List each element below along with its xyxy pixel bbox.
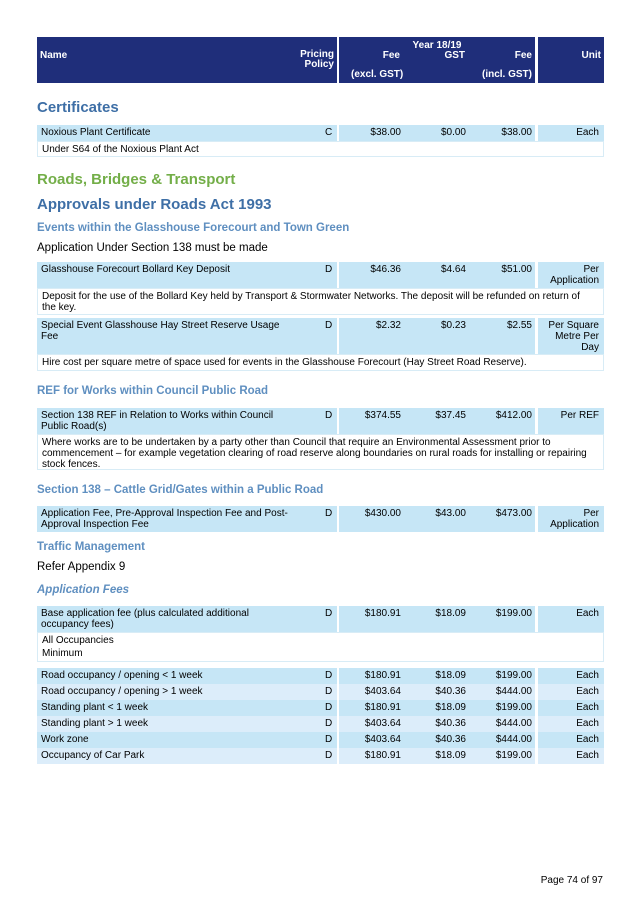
row-fee: $180.91 (364, 750, 401, 761)
table-row (37, 125, 604, 141)
row-unit: Each (576, 686, 599, 697)
row-total: $2.55 (506, 320, 532, 331)
row-policy: D (325, 320, 333, 331)
row-unit: Each (576, 127, 599, 138)
note-text: All Occupancies (42, 635, 114, 646)
subsection-title-approvals: Approvals under Roads Act 1993 (37, 196, 272, 213)
row-name: Road occupancy / opening < 1 week (41, 670, 203, 681)
group-title-application-fees: Application Fees (37, 584, 130, 596)
row-total: $51.00 (501, 264, 532, 275)
row-unit: Each (576, 702, 599, 713)
events-note: Application Under Section 138 must be made (37, 242, 268, 254)
row-unit: Per Square Metre Per Day (548, 320, 599, 353)
row-gst: $43.00 (435, 508, 466, 519)
header-incl-gst: (incl. GST) (482, 69, 532, 80)
note-text: Deposit for the use of the Bollard Key held by Transport & Stormwater Networks. The deposit will be refunded on return of the key. (42, 291, 580, 313)
table-row (37, 408, 604, 434)
row-total: $199.00 (495, 670, 532, 681)
header-name: Name (40, 50, 68, 61)
table-row (37, 748, 604, 764)
row-total: $199.00 (495, 702, 532, 713)
row-unit: Each (576, 670, 599, 681)
row-fee: $403.64 (364, 686, 401, 697)
row-gst: $4.64 (440, 264, 466, 275)
header-unit: Unit (581, 50, 601, 61)
row-unit: Each (576, 718, 599, 729)
table-row (37, 732, 604, 748)
row-unit: Each (576, 734, 599, 745)
group-title-traffic: Traffic Management (37, 541, 145, 553)
row-fee: $180.91 (364, 702, 401, 713)
group-title-cattle: Section 138 – Cattle Grid/Gates within a Public Road (37, 484, 324, 496)
header-gst: GST (444, 50, 465, 61)
row-fee: $180.91 (364, 608, 401, 619)
row-policy: D (325, 608, 333, 619)
row-name: Special Event Glasshouse Hay Street Reserve Usage Fee (41, 320, 280, 342)
row-policy: D (325, 508, 333, 519)
note-text: Hire cost per square metre of space used for events in the Glasshouse Forecourt (Hay Street Road Reserve). (42, 357, 527, 368)
row-policy: D (325, 264, 333, 275)
row-name: Application Fee, Pre-Approval Inspection Fee and Post-Approval Inspection Fee (41, 508, 288, 530)
note-text: Under S64 of the Noxious Plant Act (42, 144, 199, 155)
header-fee-incl: Fee (514, 50, 532, 61)
row-fee: $2.32 (375, 320, 401, 331)
row-note (37, 288, 604, 315)
row-unit: Per Application (550, 508, 599, 530)
row-fee: $430.00 (364, 508, 401, 519)
table-header (37, 37, 604, 83)
row-fee: $180.91 (364, 670, 401, 681)
row-gst: $40.36 (435, 734, 466, 745)
row-total: $199.00 (495, 750, 532, 761)
note-text: Where works are to be undertaken by a party other than Council that require an Environmental Assessment prior to commencement – for example vegetation clearing of road reserve along boundaries on rural roads for installing or repairing stock fences. (42, 437, 587, 470)
row-note (37, 354, 604, 371)
header-fee: Fee (382, 50, 400, 61)
row-note (37, 141, 604, 157)
table-row (37, 506, 604, 532)
row-note (37, 434, 604, 470)
header-name-cell (37, 37, 337, 83)
row-gst: $18.09 (435, 750, 466, 761)
row-gst: $0.23 (440, 320, 466, 331)
row-unit: Per Application (550, 264, 599, 286)
row-name: Noxious Plant Certificate (41, 127, 151, 138)
row-unit: Each (576, 750, 599, 761)
row-policy: D (325, 750, 333, 761)
group-title-ref: REF for Works within Council Public Road (37, 385, 269, 397)
row-gst: $37.45 (435, 410, 466, 421)
row-gst: $18.09 (435, 608, 466, 619)
header-year: Year 18/19 (412, 40, 462, 51)
row-gst: $18.09 (435, 702, 466, 713)
table-row (37, 606, 604, 632)
row-name: Standing plant < 1 week (41, 702, 149, 713)
row-unit: Per REF (560, 410, 599, 421)
row-fee: $403.64 (364, 718, 401, 729)
row-policy: D (325, 734, 333, 745)
row-policy: D (325, 670, 333, 681)
row-fee: $374.55 (364, 410, 401, 421)
table-row (37, 684, 604, 700)
row-policy: C (325, 127, 333, 138)
row-policy: D (325, 702, 333, 713)
table-row (37, 318, 604, 354)
table-row (37, 716, 604, 732)
row-total: $444.00 (495, 734, 532, 745)
page-number: Page 74 of 97 (540, 875, 603, 886)
row-total: $444.00 (495, 686, 532, 697)
row-name: Base application fee (plus calculated additional occupancy fees) (41, 608, 249, 630)
row-name: Section 138 REF in Relation to Works within Council Public Road(s) (41, 410, 274, 432)
row-gst: $40.36 (435, 718, 466, 729)
header-unit-cell (538, 37, 604, 83)
header-excl-gst: (excl. GST) (351, 69, 404, 80)
row-name: Road occupancy / opening > 1 week (41, 686, 203, 697)
group-title-events: Events within the Glasshouse Forecourt and Town Green (37, 222, 350, 234)
table-row (37, 262, 604, 288)
row-gst: $18.09 (435, 670, 466, 681)
section-title-roads: Roads, Bridges & Transport (37, 171, 236, 188)
row-name: Occupancy of Car Park (41, 750, 145, 761)
row-fee: $46.36 (370, 264, 401, 275)
row-fee: $38.00 (370, 127, 401, 138)
row-total: $38.00 (501, 127, 532, 138)
row-unit: Each (576, 608, 599, 619)
row-total: $199.00 (495, 608, 532, 619)
row-name: Glasshouse Forecourt Bollard Key Deposit (41, 264, 230, 275)
row-name: Work zone (41, 734, 89, 745)
row-gst: $40.36 (435, 686, 466, 697)
section-title-certificates: Certificates (37, 99, 119, 116)
header-year-cell (339, 37, 535, 83)
row-policy: D (325, 410, 333, 421)
traffic-note: Refer Appendix 9 (37, 561, 126, 573)
row-total: $444.00 (495, 718, 532, 729)
row-total: $412.00 (495, 410, 532, 421)
table-row (37, 700, 604, 716)
row-policy: D (325, 686, 333, 697)
row-fee: $403.64 (364, 734, 401, 745)
row-note (37, 632, 604, 662)
row-total: $473.00 (495, 508, 532, 519)
row-name: Standing plant > 1 week (41, 718, 149, 729)
note-text: Minimum (42, 648, 83, 659)
row-policy: D (325, 718, 333, 729)
row-gst: $0.00 (440, 127, 466, 138)
table-row (37, 668, 604, 684)
header-pricing-policy: Pricing Policy (300, 49, 334, 70)
